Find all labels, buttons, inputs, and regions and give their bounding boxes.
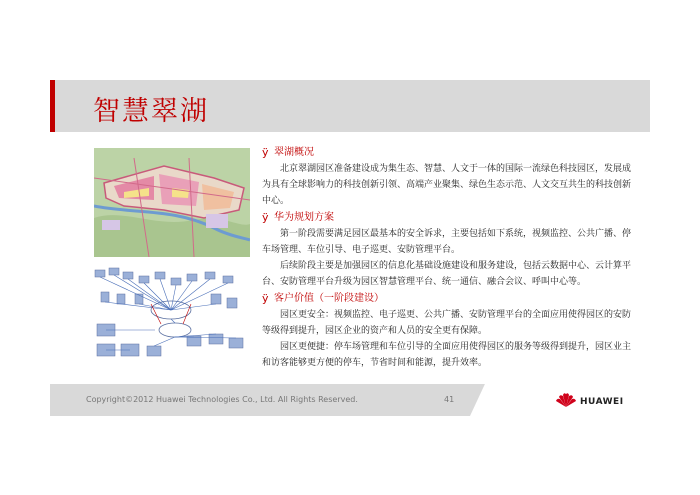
system-topology-image xyxy=(91,264,250,364)
section-heading: 华为规划方案 xyxy=(274,211,334,223)
huawei-logo-icon xyxy=(555,392,577,412)
section-paragraph: 第一阶段需要满足园区最基本的安全诉求，主要包括如下系统，视频监控、公共广播、停车场管理、车位引导、电子巡更、安防管理平台。 xyxy=(262,229,632,255)
park-master-plan-image xyxy=(94,148,250,257)
section-paragraph: 园区更安全：视频监控、电子巡更、公共广播、安防管理平台的全面应用使得园区的安防等级得到提升，园区企业的资产和人员的安全更有保障。 xyxy=(262,310,632,336)
section-overview xyxy=(262,144,634,209)
copyright-text: Copyright©2012 Huawei Technologies Co., Ltd. All Rights Reserved. xyxy=(86,395,358,404)
huawei-logo xyxy=(555,392,624,412)
section-paragraph: 后续阶段主要是加强园区的信息化基础设施建设和服务建设，包括云数据中心、云计算平台、安防管理平台升级为园区智慧管理平台、统一通信、融合会议、呼叫中心等。 xyxy=(262,261,632,287)
section-plan xyxy=(262,209,634,290)
slide-title: 智慧翠湖 xyxy=(93,96,209,127)
red-bullet-icon: ÿ xyxy=(262,291,269,305)
red-bullet-icon: ÿ xyxy=(262,145,269,159)
title-accent xyxy=(50,80,55,132)
brand-name: HUAWEI xyxy=(580,397,624,407)
content-area xyxy=(262,144,634,371)
red-bullet-icon: ÿ xyxy=(262,210,269,224)
section-paragraph: 园区更便捷：停车场管理和车位引导的全面应用使得园区的服务等级得到提升，园区业主和访客能够更方便的停车，节省时间和能源，提升效率。 xyxy=(262,342,632,368)
section-heading: 客户价值（一阶段建设） xyxy=(274,292,384,304)
section-value xyxy=(262,290,634,371)
section-paragraph: 北京翠湖园区准备建设成为集生态、智慧、人文于一体的国际一流绿色科技园区，发展成为具有全球影响力的科技创新引领、高端产业聚集、绿色生态示范、人文交互共生的科技创新中心。 xyxy=(262,164,632,206)
page-number: 41 xyxy=(444,395,455,404)
section-heading: 翠湖概况 xyxy=(274,146,314,158)
